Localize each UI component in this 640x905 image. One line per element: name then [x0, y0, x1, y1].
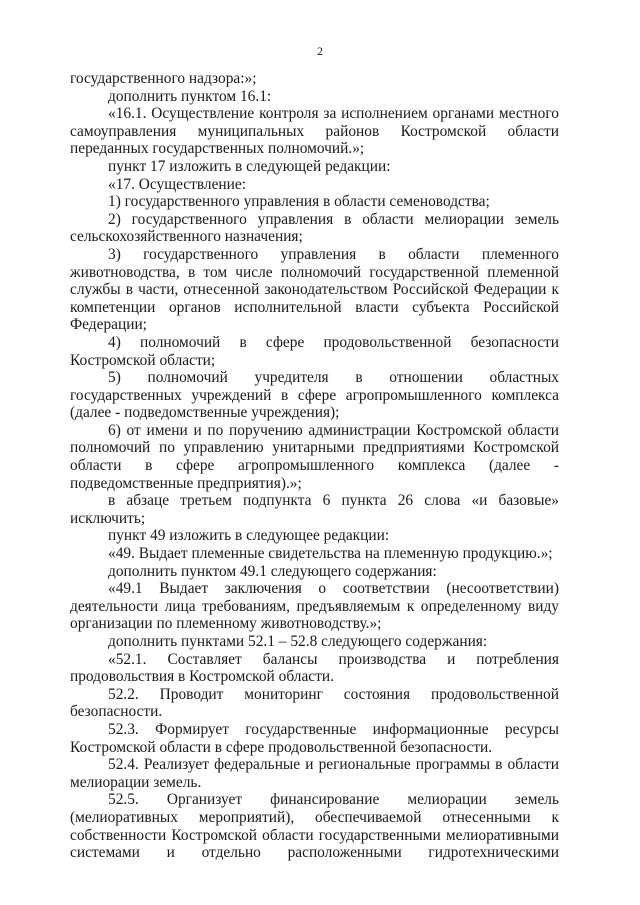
paragraph: 52.5. Организует финансирование мелиорации земель (мелиоративных мероприятий), обеспечиваемой отнесенными к собственности Костромской области государственными мелиоративными системами и отдельно расположенными гидротехническими — [70, 791, 559, 862]
paragraph: 52.3. Формирует государственные информационные ресурсы Костромской области в сфере продовольственной безопасности. — [70, 720, 559, 756]
page-number: 2 — [317, 44, 323, 58]
paragraph: «49.1 Выдает заключения о соответствии (несоответствии) деятельности лица требованиям, предъявляемым к определенному виду организации по племенному животноводству.»; — [70, 580, 559, 633]
paragraph: дополнить пунктом 16.1: — [108, 87, 272, 105]
paragraph: дополнить пунктом 49.1 следующего содержания: — [108, 562, 437, 580]
paragraph: 52.2. Проводит мониторинг состояния продовольственной безопасности. — [70, 685, 559, 721]
paragraph: 4) полномочий в сфере продовольственной безопасности Костромской области; — [70, 333, 559, 369]
paragraph: дополнить пунктами 52.1 – 52.8 следующего содержания: — [108, 633, 488, 650]
paragraph: 5) полномочий учредителя в отношении областных государственных учреждений в сфере агропромышленного комплекса (далее - подведомственные учреждения); — [70, 369, 559, 422]
paragraph: 1) государственного управления в области семеноводства; — [108, 193, 490, 211]
paragraph: «17. Осуществление: — [108, 175, 246, 193]
paragraph: 2) государственного управления в области мелиорации земель сельскохозяйственного назначения; — [70, 210, 559, 246]
paragraph: государственного надзора:»; — [70, 70, 257, 87]
paragraph: 6) от имени и по поручению администрации Костромской области полномочий по управлению унитарными предприятиями Костромской области в сфере агропромышленного комплекса (далее - подведомственные предприятия).»; — [70, 421, 559, 492]
paragraph: 52.4. Реализует федеральные и региональные программы в области мелиорации земель. — [70, 756, 559, 791]
paragraph: пункт 17 изложить в следующей редакции: — [108, 157, 391, 175]
paragraph: «52.1. Составляет балансы производства и потребления продовольствия в Костромской области. — [70, 650, 559, 686]
paragraph: «16.1. Осуществление контроля за исполнением органами местного самоуправления муниципальных районов Костромской области переданных государственных полномочий.»; — [70, 105, 559, 158]
paragraph: пункт 49 изложить в следующее редакции: — [108, 527, 390, 545]
paragraph: «49. Выдает племенные свидетельства на племенную продукцию.»; — [108, 545, 553, 563]
document-body — [70, 70, 559, 862]
paragraph: 3) государственного управления в области племенного животноводства, в том числе полномочий государственной племенной службы в части, отнесенной законодательством Российской Федерации к компетенции органов исполнительной власти субъекта Российской Федерации; — [70, 245, 559, 334]
paragraph: в абзаце третьем подпункта 6 пункта 26 слова «и базовые» исключить; — [70, 492, 559, 527]
